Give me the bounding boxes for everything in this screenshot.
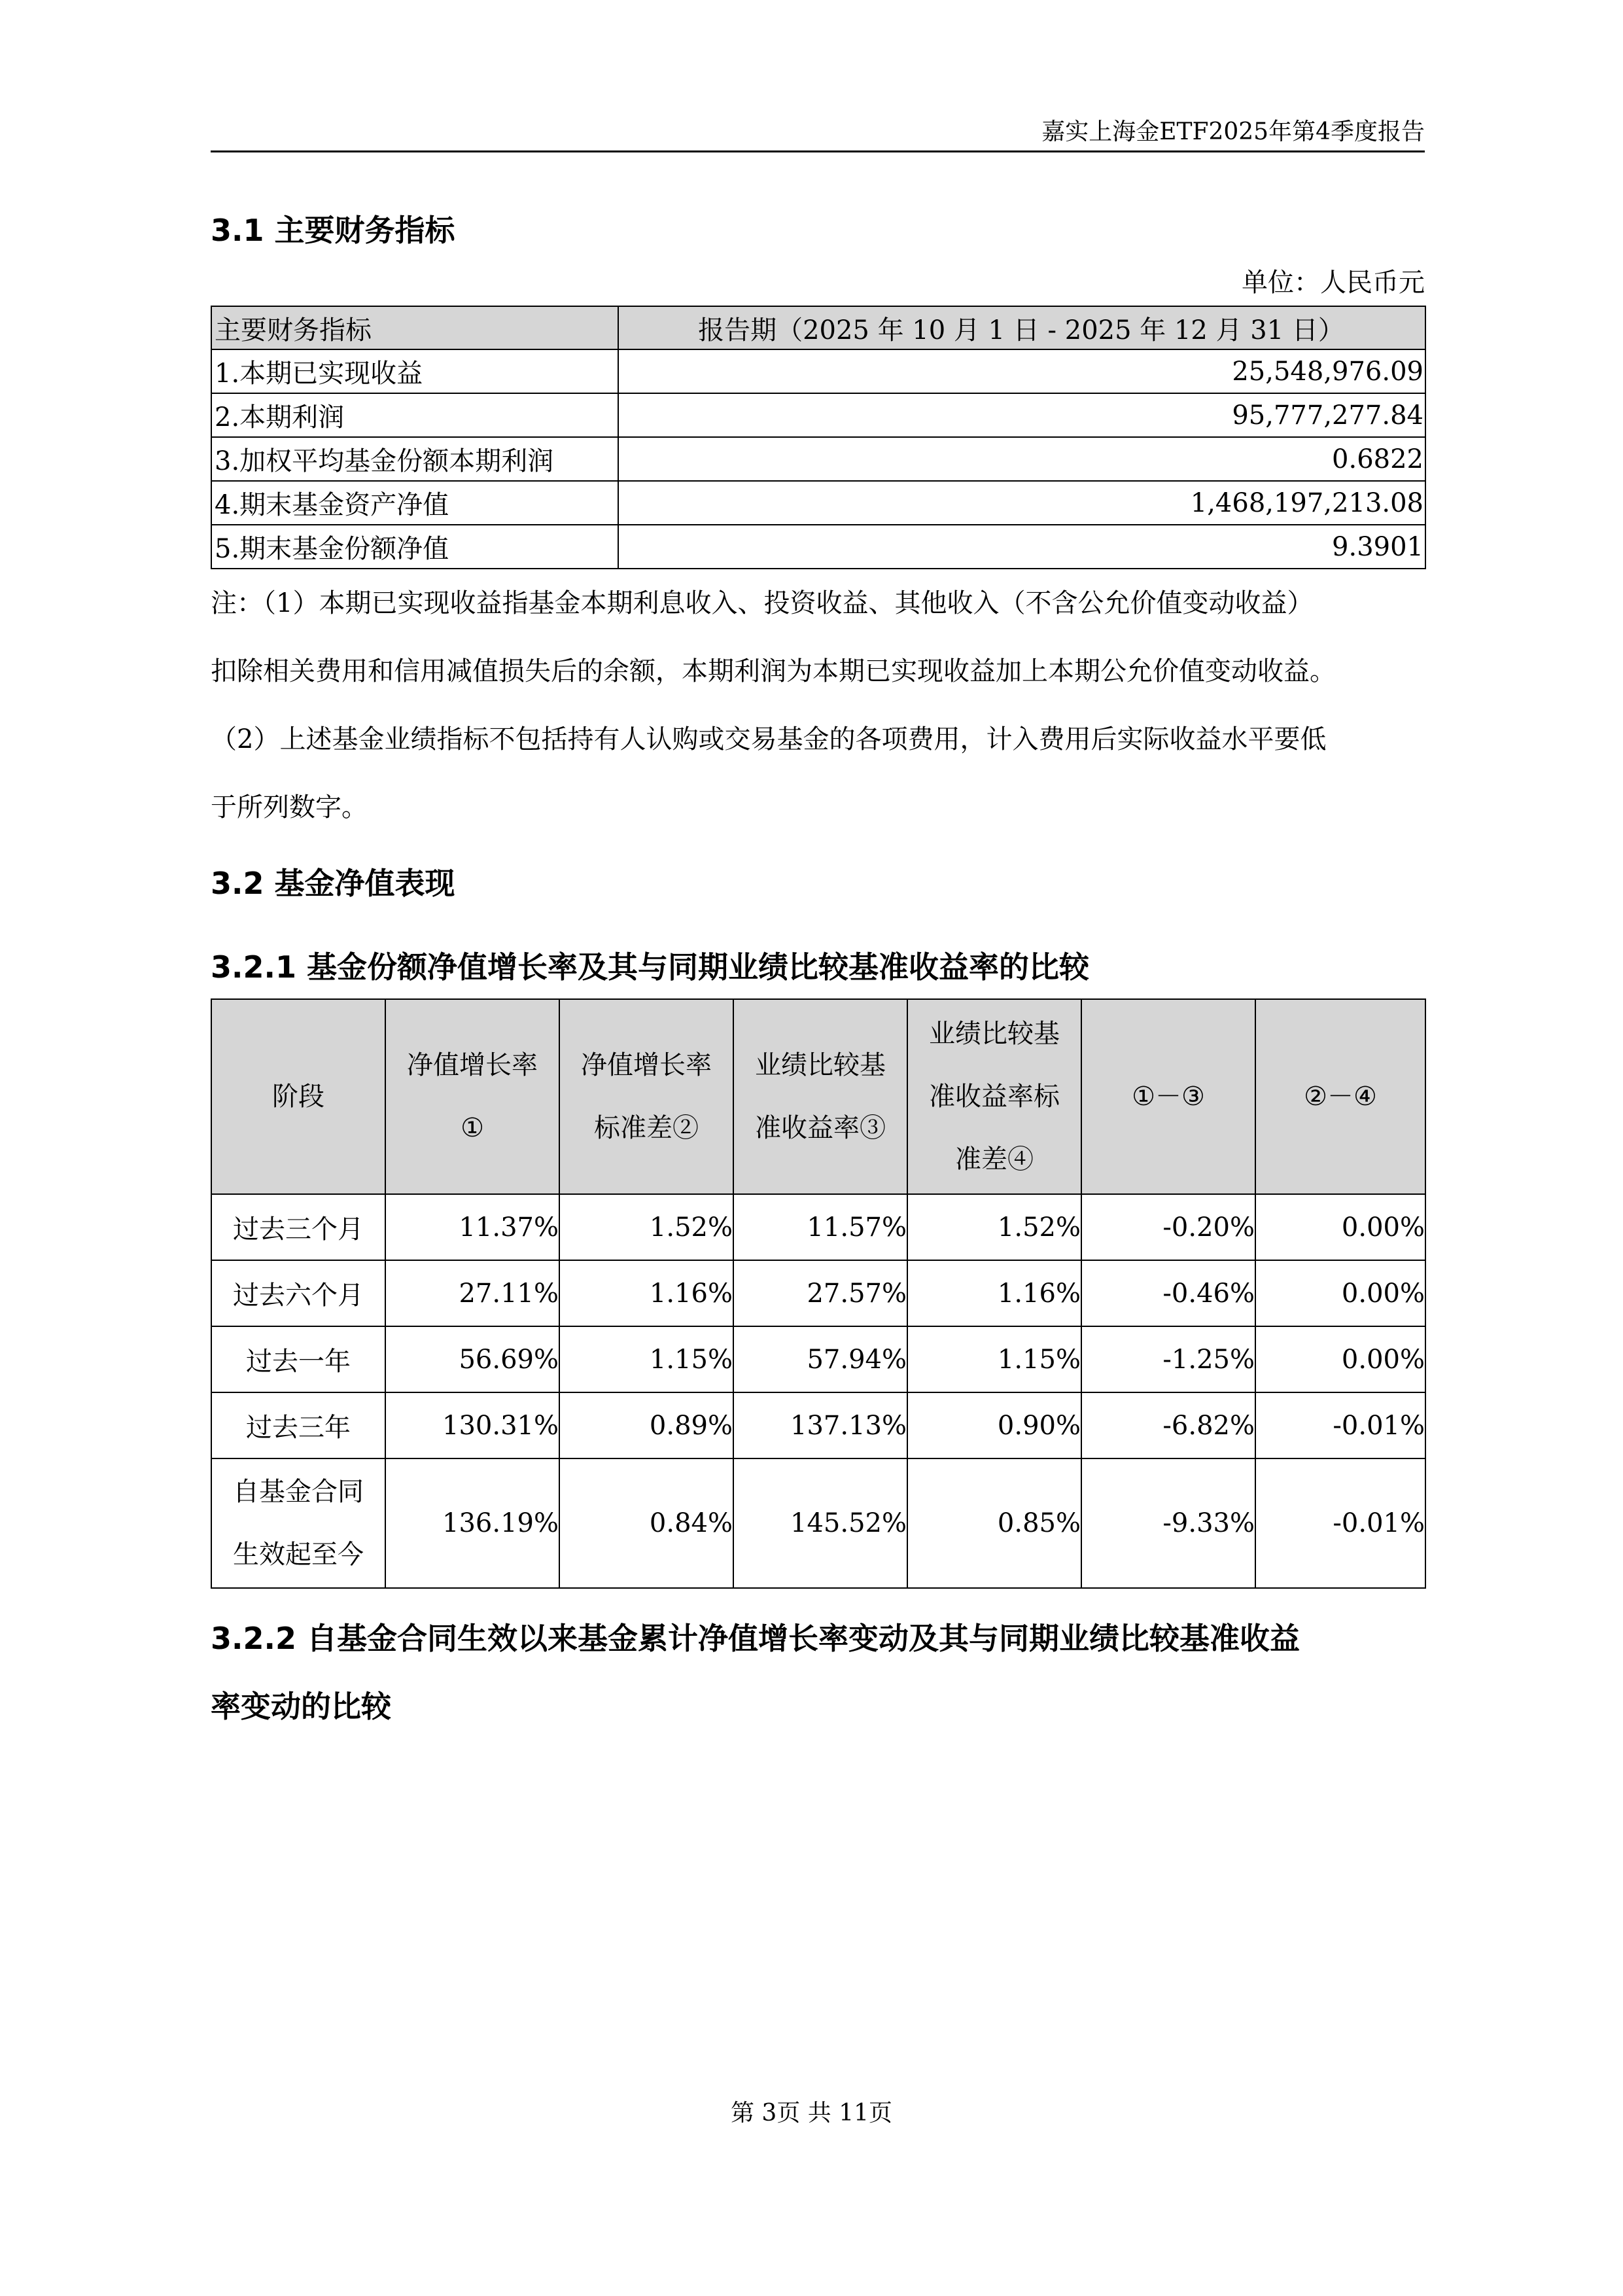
heading-line: 3.2.2 自基金合同生效以来基金累计净值增长率变动及其与同期业绩比较基准收益: [211, 1621, 1300, 1656]
table-header-row: [211, 999, 1425, 1194]
stage-cell: 过去三年: [211, 1392, 385, 1458]
value-cell: 27.57%: [733, 1260, 907, 1326]
col-header-nav-growth: [385, 999, 559, 1194]
value-cell: 1.52%: [907, 1194, 1081, 1260]
header-line: 净值增长率: [581, 1050, 712, 1080]
table-row: [211, 525, 1425, 569]
stage-line: 自基金合同: [233, 1477, 364, 1507]
table-row: [211, 1458, 1425, 1588]
section-3-2-2-heading: [211, 1604, 1427, 1740]
col-header-benchmark-std: [907, 999, 1081, 1194]
section-3-2-1-heading: 3.2.1 基金份额净值增长率及其与同期业绩比较基准收益率的比较: [211, 949, 1089, 985]
indicator-value: 0.6822: [618, 437, 1425, 481]
header-line: 业绩比较基: [929, 1019, 1060, 1049]
page-header: 嘉实上海金ETF2025年第4季度报告: [211, 116, 1425, 152]
col-header-benchmark-return: [733, 999, 907, 1194]
value-cell: 11.37%: [385, 1194, 559, 1260]
header-line: 阶段: [272, 1082, 324, 1112]
nav-performance-table: [211, 998, 1426, 1589]
page-footer: 第 3页 共 11页: [730, 2100, 893, 2127]
indicator-value: 9.3901: [618, 525, 1425, 569]
financial-indicators-table: [211, 306, 1426, 569]
indicator-label: 5.期末基金份额净值: [211, 525, 618, 569]
table-row: [211, 1392, 1425, 1458]
value-cell: 145.52%: [733, 1458, 907, 1588]
stage-cell: 过去一年: [211, 1326, 385, 1392]
indicator-label: 4.期末基金资产净值: [211, 481, 618, 525]
currency-unit: 单位：人民币元: [1242, 268, 1425, 298]
value-cell: 27.11%: [385, 1260, 559, 1326]
header-line: 准收益率标: [929, 1082, 1060, 1112]
value-cell: 0.84%: [559, 1458, 733, 1588]
indicator-label: 3.加权平均基金份额本期利润: [211, 437, 618, 481]
stage-cell: 过去六个月: [211, 1260, 385, 1326]
heading-line: 率变动的比较: [211, 1689, 391, 1724]
header-line: 净值增长率: [407, 1050, 538, 1080]
note-line: 注：（1）本期已实现收益指基金本期利息收入、投资收益、其他收入（不含公允价值变动收益）: [211, 588, 1314, 618]
indicator-label: 1.本期已实现收益: [211, 349, 618, 393]
value-cell: 0.00%: [1255, 1326, 1425, 1392]
value-cell: 130.31%: [385, 1392, 559, 1458]
value-cell: -0.01%: [1255, 1458, 1425, 1588]
value-cell: 0.00%: [1255, 1194, 1425, 1260]
table-row: [211, 1194, 1425, 1260]
col-header-stage: [211, 999, 385, 1194]
header-line: ①－③: [1132, 1082, 1205, 1112]
value-cell: -0.20%: [1081, 1194, 1255, 1260]
value-cell: 0.00%: [1255, 1260, 1425, 1326]
value-cell: -1.25%: [1081, 1326, 1255, 1392]
table-row: [211, 481, 1425, 525]
value-cell: 0.85%: [907, 1458, 1081, 1588]
table-header-row: [211, 306, 1425, 349]
note-text: [211, 569, 1427, 841]
value-cell: 1.15%: [559, 1326, 733, 1392]
stage-line: 生效起至今: [233, 1540, 364, 1570]
value-cell: 0.89%: [559, 1392, 733, 1458]
value-cell: 56.69%: [385, 1326, 559, 1392]
indicator-label: 2.本期利润: [211, 393, 618, 437]
table-row: [211, 393, 1425, 437]
section-3-2-heading: 3.2 基金净值表现: [211, 866, 455, 901]
header-line: 业绩比较基: [755, 1050, 886, 1080]
col-header-diff-2-4: [1255, 999, 1425, 1194]
stage-cell: 过去三个月: [211, 1194, 385, 1260]
table-row: [211, 1260, 1425, 1326]
stage-cell: [211, 1458, 385, 1588]
section-3-1-heading: 3.1 主要财务指标: [211, 213, 455, 248]
value-cell: 1.16%: [559, 1260, 733, 1326]
col-header-diff-1-3: [1081, 999, 1255, 1194]
value-cell: 57.94%: [733, 1326, 907, 1392]
value-cell: 0.90%: [907, 1392, 1081, 1458]
value-cell: 1.15%: [907, 1326, 1081, 1392]
header-line: ①: [461, 1113, 484, 1143]
value-cell: 137.13%: [733, 1392, 907, 1458]
value-cell: 136.19%: [385, 1458, 559, 1588]
value-cell: -0.01%: [1255, 1392, 1425, 1458]
value-cell: -9.33%: [1081, 1458, 1255, 1588]
table-row: [211, 437, 1425, 481]
col-header-period: 报告期（2025 年 10 月 1 日 - 2025 年 12 月 31 日）: [618, 306, 1425, 349]
header-line: 准差④: [955, 1144, 1034, 1174]
indicator-value: 95,777,277.84: [618, 393, 1425, 437]
indicator-value: 25,548,976.09: [618, 349, 1425, 393]
value-cell: 1.16%: [907, 1260, 1081, 1326]
header-line: 标准差②: [594, 1113, 699, 1143]
value-cell: 11.57%: [733, 1194, 907, 1260]
indicator-value: 1,468,197,213.08: [618, 481, 1425, 525]
value-cell: 1.52%: [559, 1194, 733, 1260]
note-line: 于所列数字。: [211, 792, 368, 822]
col-header-nav-std: [559, 999, 733, 1194]
table-row: [211, 349, 1425, 393]
note-line: （2）上述基金业绩指标不包括持有人认购或交易基金的各项费用，计入费用后实际收益水平要低: [211, 724, 1327, 754]
header-line: 准收益率③: [755, 1113, 886, 1143]
header-line: ②－④: [1304, 1082, 1377, 1112]
note-line: 扣除相关费用和信用减值损失后的余额，本期利润为本期已实现收益加上本期公允价值变动收益。: [211, 656, 1336, 686]
value-cell: -6.82%: [1081, 1392, 1255, 1458]
table-row: [211, 1326, 1425, 1392]
col-header-indicator: 主要财务指标: [211, 306, 618, 349]
value-cell: -0.46%: [1081, 1260, 1255, 1326]
